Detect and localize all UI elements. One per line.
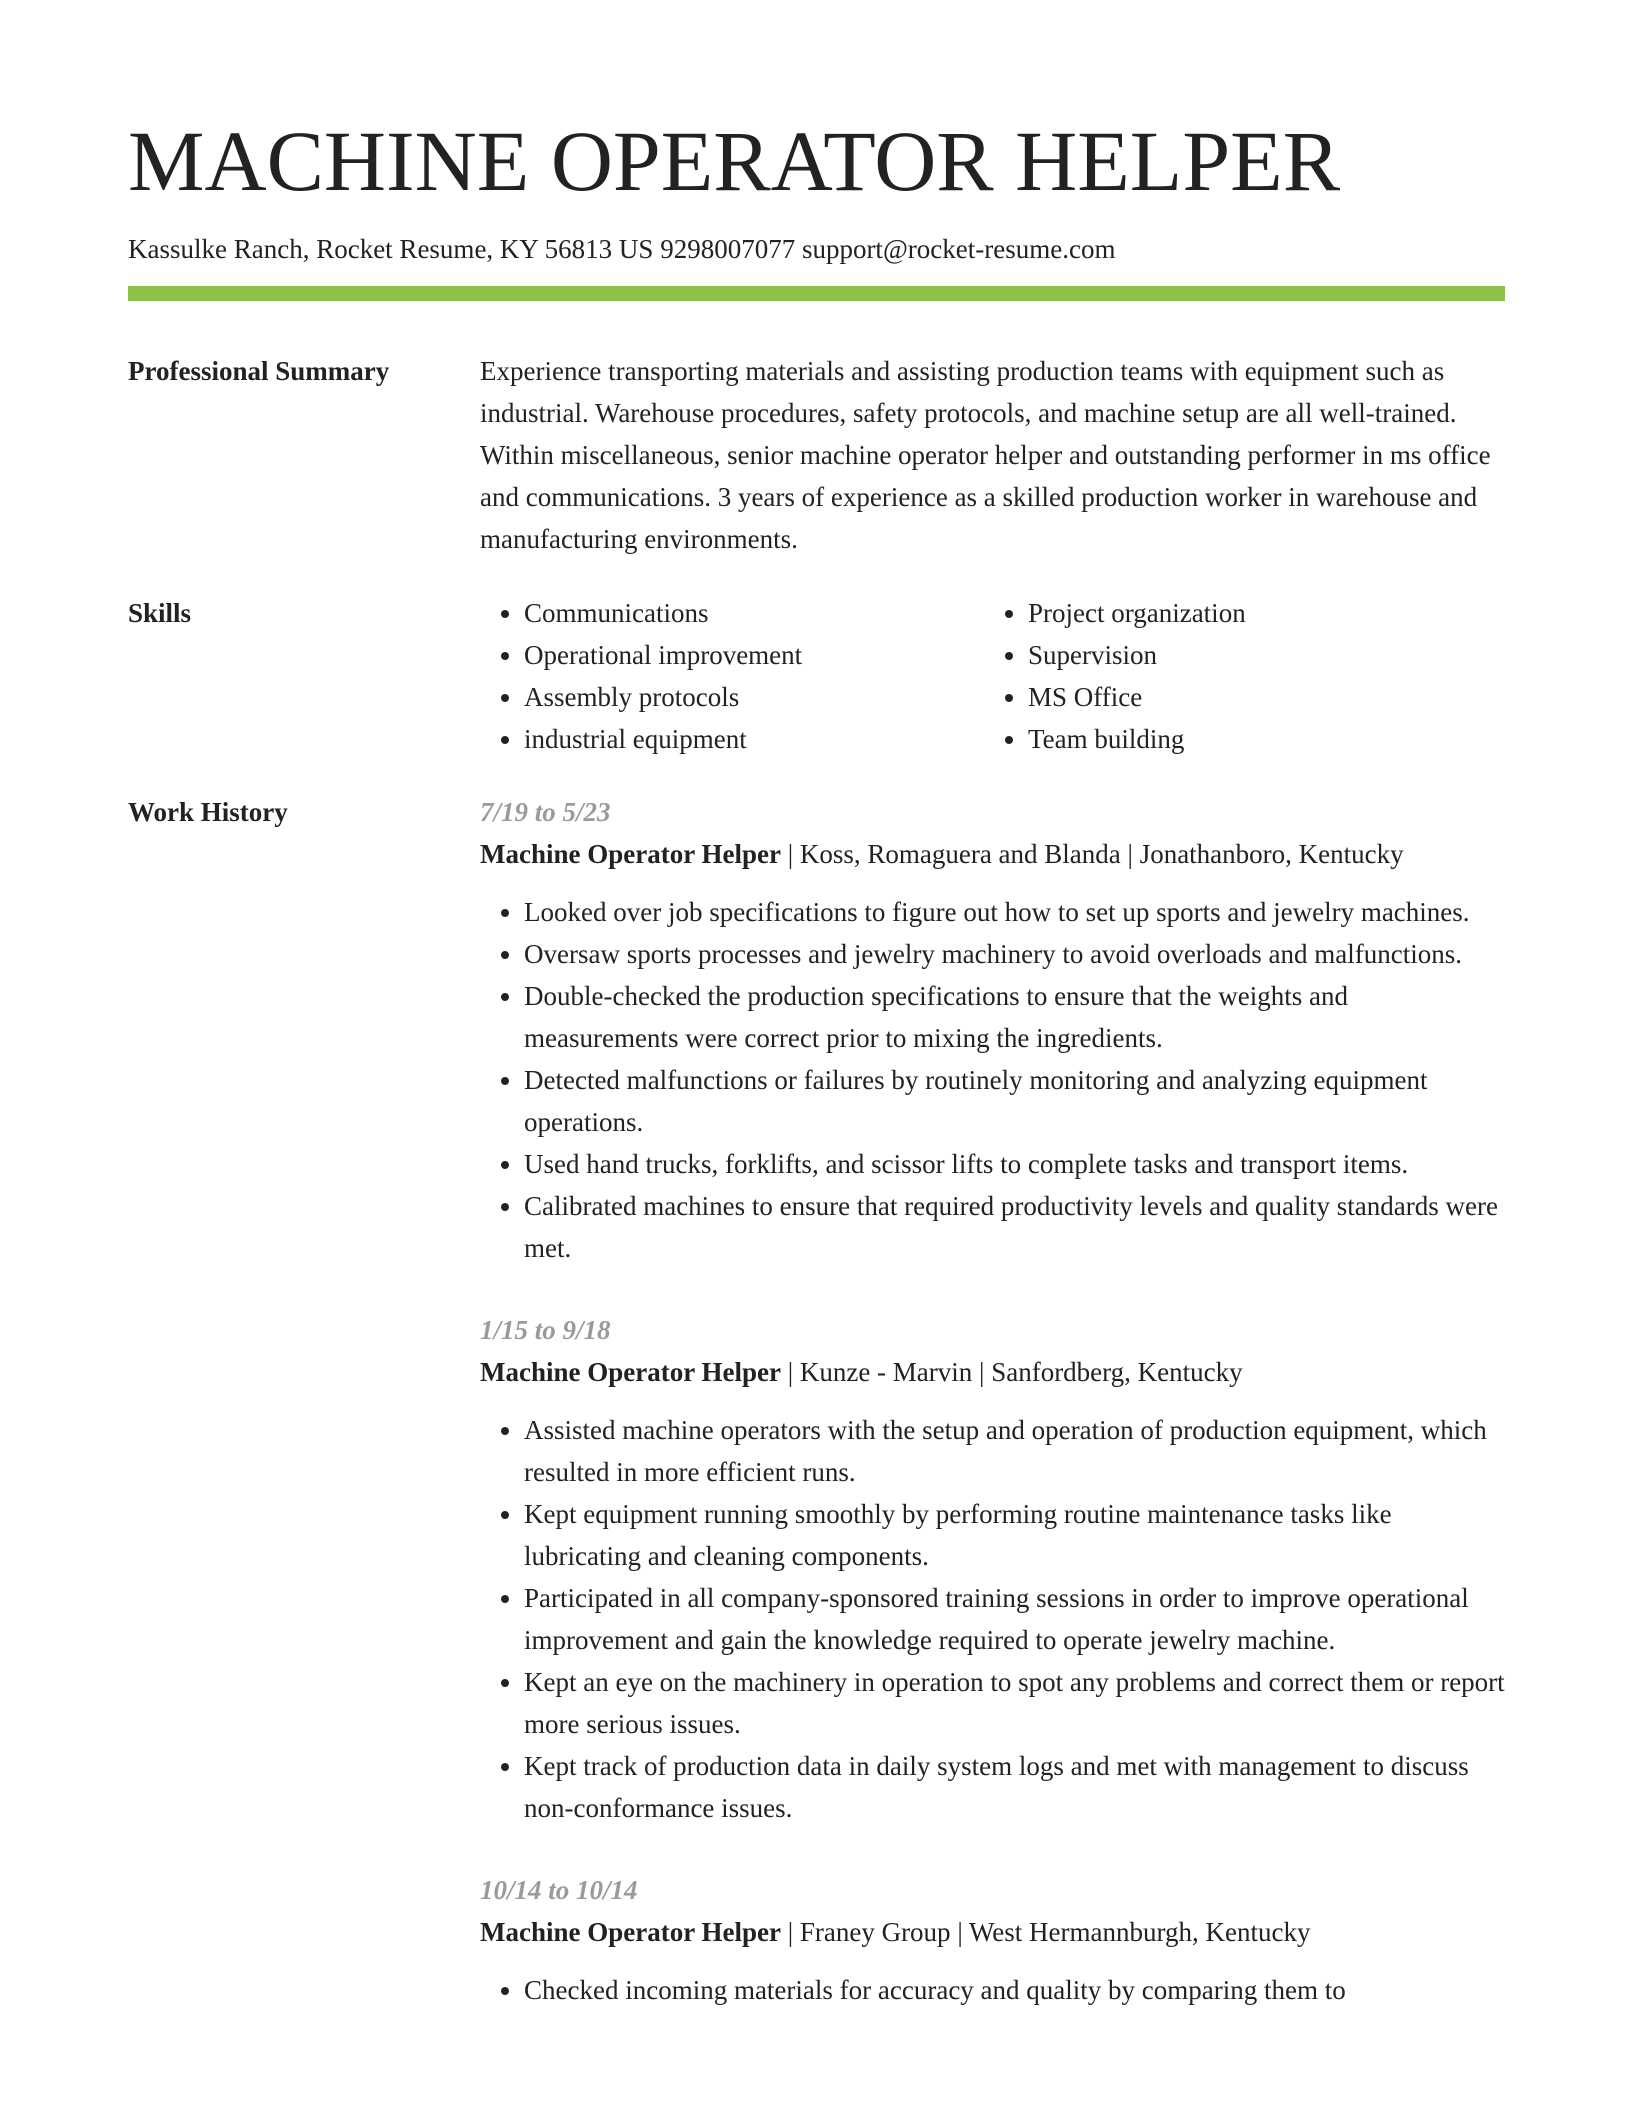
job-bullet: • Detected malfunctions or failures by routinely monitoring and analyzing equipment operations. — [524, 1059, 1505, 1143]
job-heading-line: Machine Operator Helper | Koss, Romaguera and Blanda | Jonathanboro, Kentucky — [480, 839, 1404, 869]
job-entry — [480, 791, 1505, 1269]
job-company: Kunze - Marvin — [799, 1357, 973, 1387]
header-divider — [128, 286, 1505, 301]
job-bullet-list — [480, 1969, 1505, 2011]
job-bullet: • Kept an eye on the machinery in operation to spot any problems and correct them or report more serious issues. — [524, 1661, 1505, 1745]
skill-item: • industrial equipment — [524, 718, 984, 760]
job-bullet: • Oversaw sports processes and jewelry machinery to avoid overloads and malfunctions. — [524, 933, 1505, 975]
skill-item: • Supervision — [1028, 634, 1488, 676]
work-history-body — [480, 791, 1505, 2011]
job-location: West Hermannburgh, Kentucky — [968, 1917, 1311, 1947]
skills-list-right — [984, 592, 1488, 760]
job-bullet: • Kept equipment running smoothly by performing routine maintenance tasks like lubricating and cleaning components. — [524, 1493, 1505, 1577]
resume-name: MACHINE OPERATOR HELPER — [128, 113, 1341, 209]
summary-text: Experience transporting materials and assisting production teams with equipment such as industrial. Warehouse procedures, safety protocols, and machine setup are all well-trained. Within miscellaneous, senior machine operator helper and outstanding performer in ms office and communications. 3 years of experience as a skilled production worker in warehouse and manufacturing environments. — [480, 356, 1491, 554]
summary-body — [480, 350, 1505, 560]
job-bullet: • Assisted machine operators with the setup and operation of production equipment, which resulted in more efficient runs. — [524, 1409, 1505, 1493]
job-entry — [480, 1869, 1505, 2011]
job-bullet-list — [480, 891, 1505, 1269]
job-company: Koss, Romaguera and Blanda — [799, 839, 1121, 869]
job-company: Franey Group — [799, 1917, 951, 1947]
contact-email: support@rocket-resume.com — [801, 234, 1116, 264]
job-dates: 10/14 to 10/14 — [480, 1875, 638, 1905]
skill-item: • Team building — [1028, 718, 1488, 760]
job-bullet: • Participated in all company-sponsored training sessions in order to improve operational improvement and gain the knowledge required to operate jewelry machine. — [524, 1577, 1505, 1661]
work-history-heading: Work History — [128, 797, 288, 827]
contact-phone: 9298007077 — [660, 234, 796, 264]
contact-address: Kassulke Ranch, Rocket Resume, KY 56813 US — [128, 234, 654, 264]
skill-item: • MS Office — [1028, 676, 1488, 718]
skill-item: • Operational improvement — [524, 634, 984, 676]
job-heading-line: Machine Operator Helper | Kunze - Marvin | Sanfordberg, Kentucky — [480, 1357, 1243, 1387]
job-bullet-list — [480, 1409, 1505, 1829]
job-bullet: • Looked over job specifications to figure out how to set up sports and jewelry machines. — [524, 891, 1505, 933]
skill-item: • Communications — [524, 592, 984, 634]
skill-item: • Project organization — [1028, 592, 1488, 634]
job-bullet: • Calibrated machines to ensure that required productivity levels and quality standards were met. — [524, 1185, 1505, 1269]
job-location: Jonathanboro, Kentucky — [1139, 839, 1404, 869]
skills-heading: Skills — [128, 598, 192, 628]
job-bullet: • Kept track of production data in daily system logs and met with management to discuss non-conformance issues. — [524, 1745, 1505, 1829]
job-dates: 1/15 to 9/18 — [480, 1315, 611, 1345]
job-bullet: • Used hand trucks, forklifts, and scissor lifts to complete tasks and transport items. — [524, 1143, 1505, 1185]
job-title: Machine Operator Helper — [480, 1917, 781, 1947]
job-dates: 7/19 to 5/23 — [480, 797, 611, 827]
job-location: Sanfordberg, Kentucky — [991, 1357, 1243, 1387]
job-bullet: • Checked incoming materials for accuracy and quality by comparing them to — [524, 1969, 1505, 2011]
summary-heading: Professional Summary — [128, 356, 390, 386]
skill-item: • Assembly protocols — [524, 676, 984, 718]
job-entry — [480, 1309, 1505, 1829]
skills-list-left — [480, 592, 984, 760]
skills-body — [480, 592, 1505, 760]
job-title: Machine Operator Helper — [480, 1357, 781, 1387]
job-title: Machine Operator Helper — [480, 839, 781, 869]
job-bullet: • Double-checked the production specifications to ensure that the weights and measurements were correct prior to mixing the ingredients. — [524, 975, 1505, 1059]
contact-line — [128, 233, 1115, 265]
job-heading-line: Machine Operator Helper | Franey Group | West Hermannburgh, Kentucky — [480, 1917, 1311, 1947]
